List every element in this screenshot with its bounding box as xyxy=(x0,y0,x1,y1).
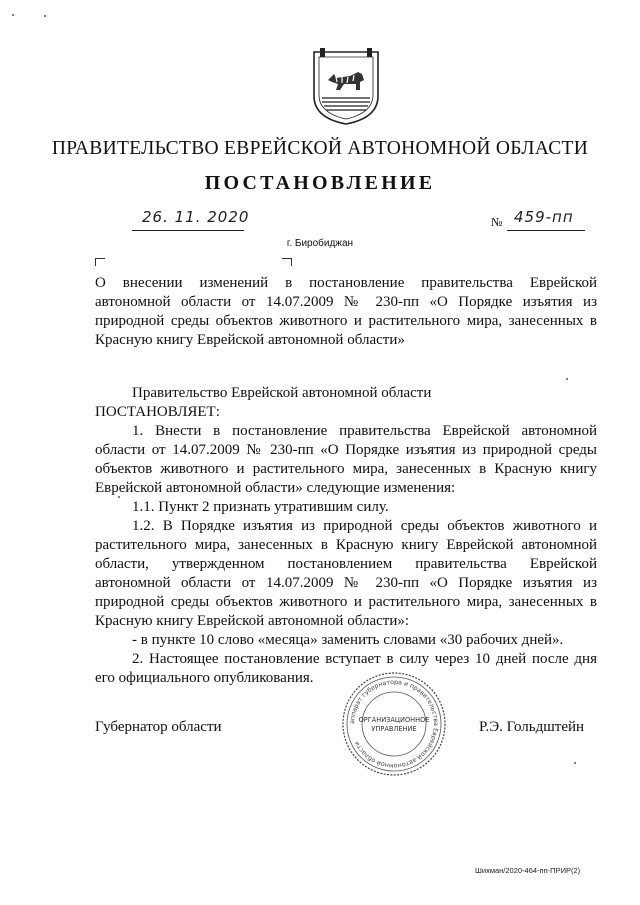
government-title: ПРАВИТЕЛЬСТВО ЕВРЕЙСКОЙ АВТОНОМНОЙ ОБЛАСТИ xyxy=(51,138,589,159)
item-1-line: Еврейской автономной области» следующие изменения: xyxy=(95,480,456,496)
corner-mark-right xyxy=(282,258,292,266)
scan-speck xyxy=(566,378,568,380)
document-type-heading: ПОСТАНОВЛЕНИЕ xyxy=(204,172,436,194)
stamp-center-line-2: УПРАВЛЕНИЕ xyxy=(371,725,417,733)
signatory-title: Губернатор области xyxy=(95,719,222,735)
scan-speck xyxy=(44,15,46,17)
item-2-line: 2. Настоящее постановление вступает в силу через 10 дней после дня xyxy=(132,651,597,667)
main-body xyxy=(95,384,597,688)
item-1-2-line: природной среды объектов животного и растительного мира, занесенных в xyxy=(95,594,597,610)
item-1-2-line: Красную книгу Еврейской автономной области»: xyxy=(95,613,410,629)
stamp-center-line-1: ОРГАНИЗАЦИОННОЕ xyxy=(358,716,430,724)
item-1-line: объектов животного и растительного мира, занесенных в Красную книгу xyxy=(95,461,597,477)
document-number: 459-пп xyxy=(514,208,574,226)
svg-text:аппарат губернатора и правител xyxy=(349,679,439,769)
item-1-2-line: растительного мира, занесенных в Красную книгу Еврейской автономной xyxy=(95,537,597,553)
preamble: Правительство Еврейской автономной области xyxy=(132,385,432,401)
subject-block xyxy=(95,274,597,350)
coat-of-arms-emblem xyxy=(310,44,382,126)
corner-mark-left xyxy=(95,258,105,266)
city-label: г. Биробиджан xyxy=(286,238,354,249)
scan-speck xyxy=(574,762,576,764)
footer-code: Шихман/2020-464-пп-ПРИР(2) xyxy=(475,866,581,875)
item-1-2-line: автономной области от 14.07.2009 № 230-пп «О Порядке изъятия из xyxy=(95,575,597,591)
item-1-line: области от 14.07.2009 № 230-пп «О Порядке изъятия из природной среды xyxy=(95,442,597,458)
subject-line: Красную книгу Еврейской автономной области» xyxy=(95,332,405,348)
official-stamp xyxy=(339,670,449,778)
scan-speck xyxy=(12,14,14,16)
item-1-2-change: - в пункте 10 слово «месяца» заменить словами «30 рабочих дней». xyxy=(132,632,564,648)
stamp-ring-text: аппарат губернатора и правительства Еврейской автономной области xyxy=(348,678,440,770)
signatory-name: Р.Э. Гольдштейн xyxy=(479,719,585,735)
item-2-line: его официального опубликования. xyxy=(95,670,314,686)
number-prefix: № xyxy=(491,215,503,229)
document-date: 26. 11. 2020 xyxy=(142,208,250,226)
item-1-2-line: 1.2. В Порядке изъятия из природной среды объектов животного и xyxy=(132,518,597,534)
subject-line: О внесении изменений в постановление правительства Еврейской xyxy=(95,275,597,291)
subject-line: природной среды объектов животного и растительного мира, занесенных в xyxy=(95,313,597,329)
item-1-2-line: области, утвержденном постановлением правительства Еврейской xyxy=(95,556,597,572)
scan-speck xyxy=(118,496,120,498)
item-1-1: 1.1. Пункт 2 признать утратившим силу. xyxy=(132,499,389,515)
item-1-line: 1. Внести в постановление правительства Еврейской автономной xyxy=(132,423,597,439)
resolves-heading: ПОСТАНОВЛЯЕТ: xyxy=(95,404,220,420)
subject-line: автономной области от 14.07.2009 № 230-пп «О Порядке изъятия из xyxy=(95,294,597,310)
